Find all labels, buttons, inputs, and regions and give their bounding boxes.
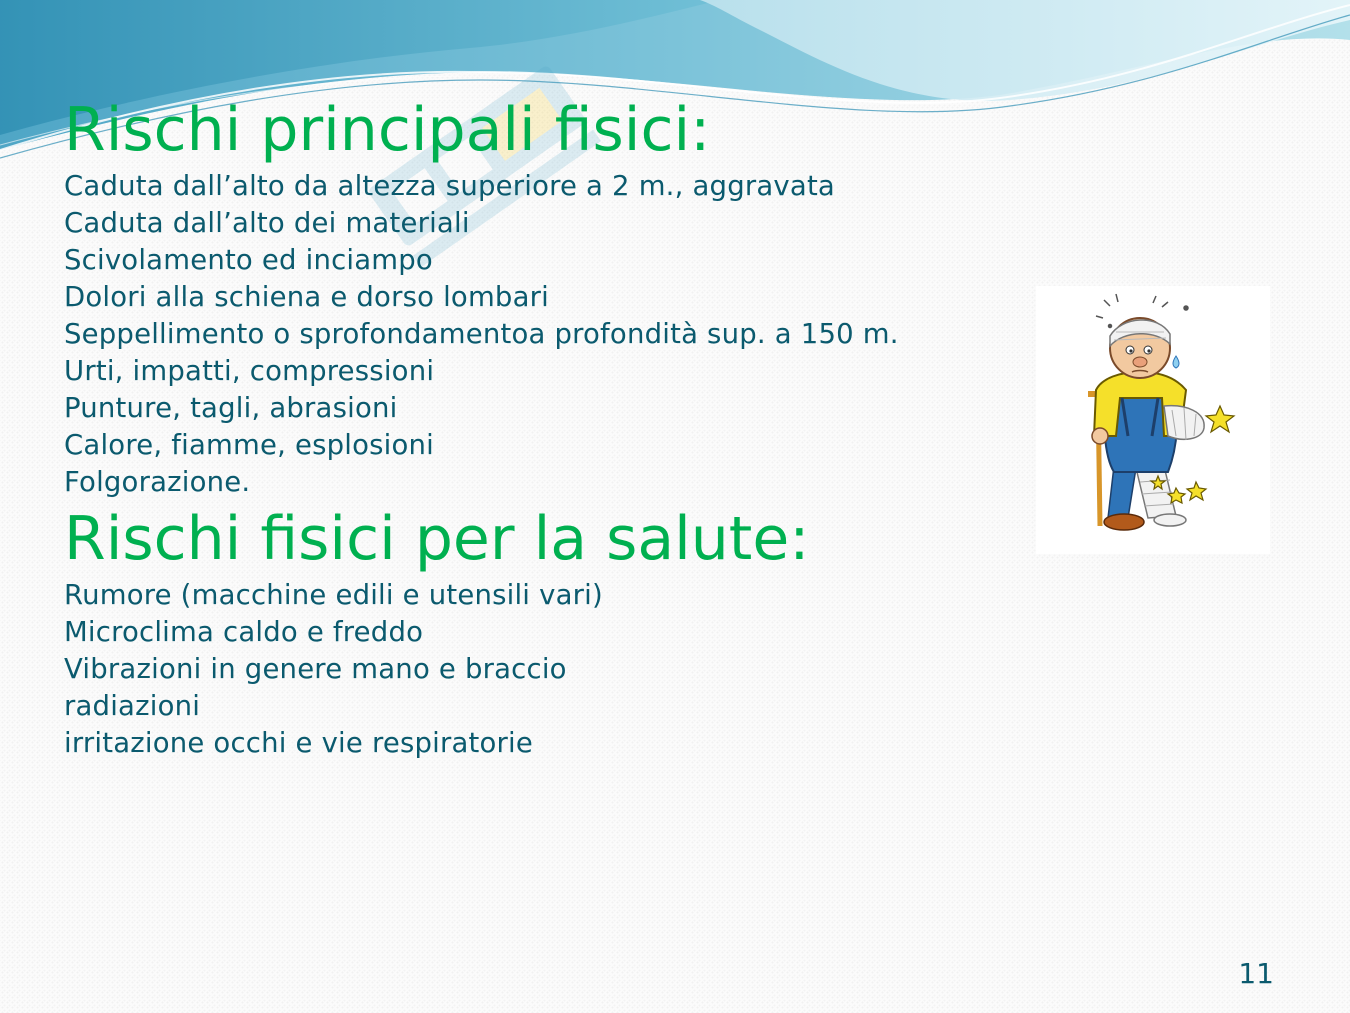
list-item: Caduta dall’alto dei materiali [64, 207, 470, 239]
section-heading: Rischi principali fisici: [64, 95, 711, 165]
list-item: Urti, impatti, compressioni [64, 355, 435, 387]
list-item: irritazione occhi e vie respiratorie [64, 727, 534, 759]
risk-list [64, 577, 1024, 762]
list-item: Vibrazioni in genere mano e braccio [64, 653, 567, 685]
list-item: Microclima caldo e freddo [64, 616, 424, 648]
section-physical-risks [64, 92, 1024, 501]
list-item: Punture, tagli, abrasioni [64, 392, 398, 424]
injured-worker-cartoon-icon [1036, 286, 1270, 554]
list-item: Calore, fiamme, esplosioni [64, 429, 435, 461]
risk-list [64, 168, 1024, 501]
page-number: 11 [1238, 957, 1274, 990]
section-health-risks [64, 501, 1024, 762]
list-item: Scivolamento ed inciampo [64, 244, 433, 276]
section-heading: Rischi fisici per la salute: [64, 504, 810, 574]
list-item: Seppellimento o sprofondamentoa profondità sup. a 150 m. [64, 318, 899, 350]
list-item: Folgorazione. [64, 466, 251, 498]
list-item: radiazioni [64, 690, 201, 722]
list-item: Rumore (macchine edili e utensili vari) [64, 579, 603, 611]
slide-content [64, 92, 1024, 762]
injured-worker-illustration [1036, 286, 1270, 554]
list-item: Dolori alla schiena e dorso lombari [64, 281, 549, 313]
list-item: Caduta dall’alto da altezza superiore a 2 m., aggravata [64, 170, 835, 202]
